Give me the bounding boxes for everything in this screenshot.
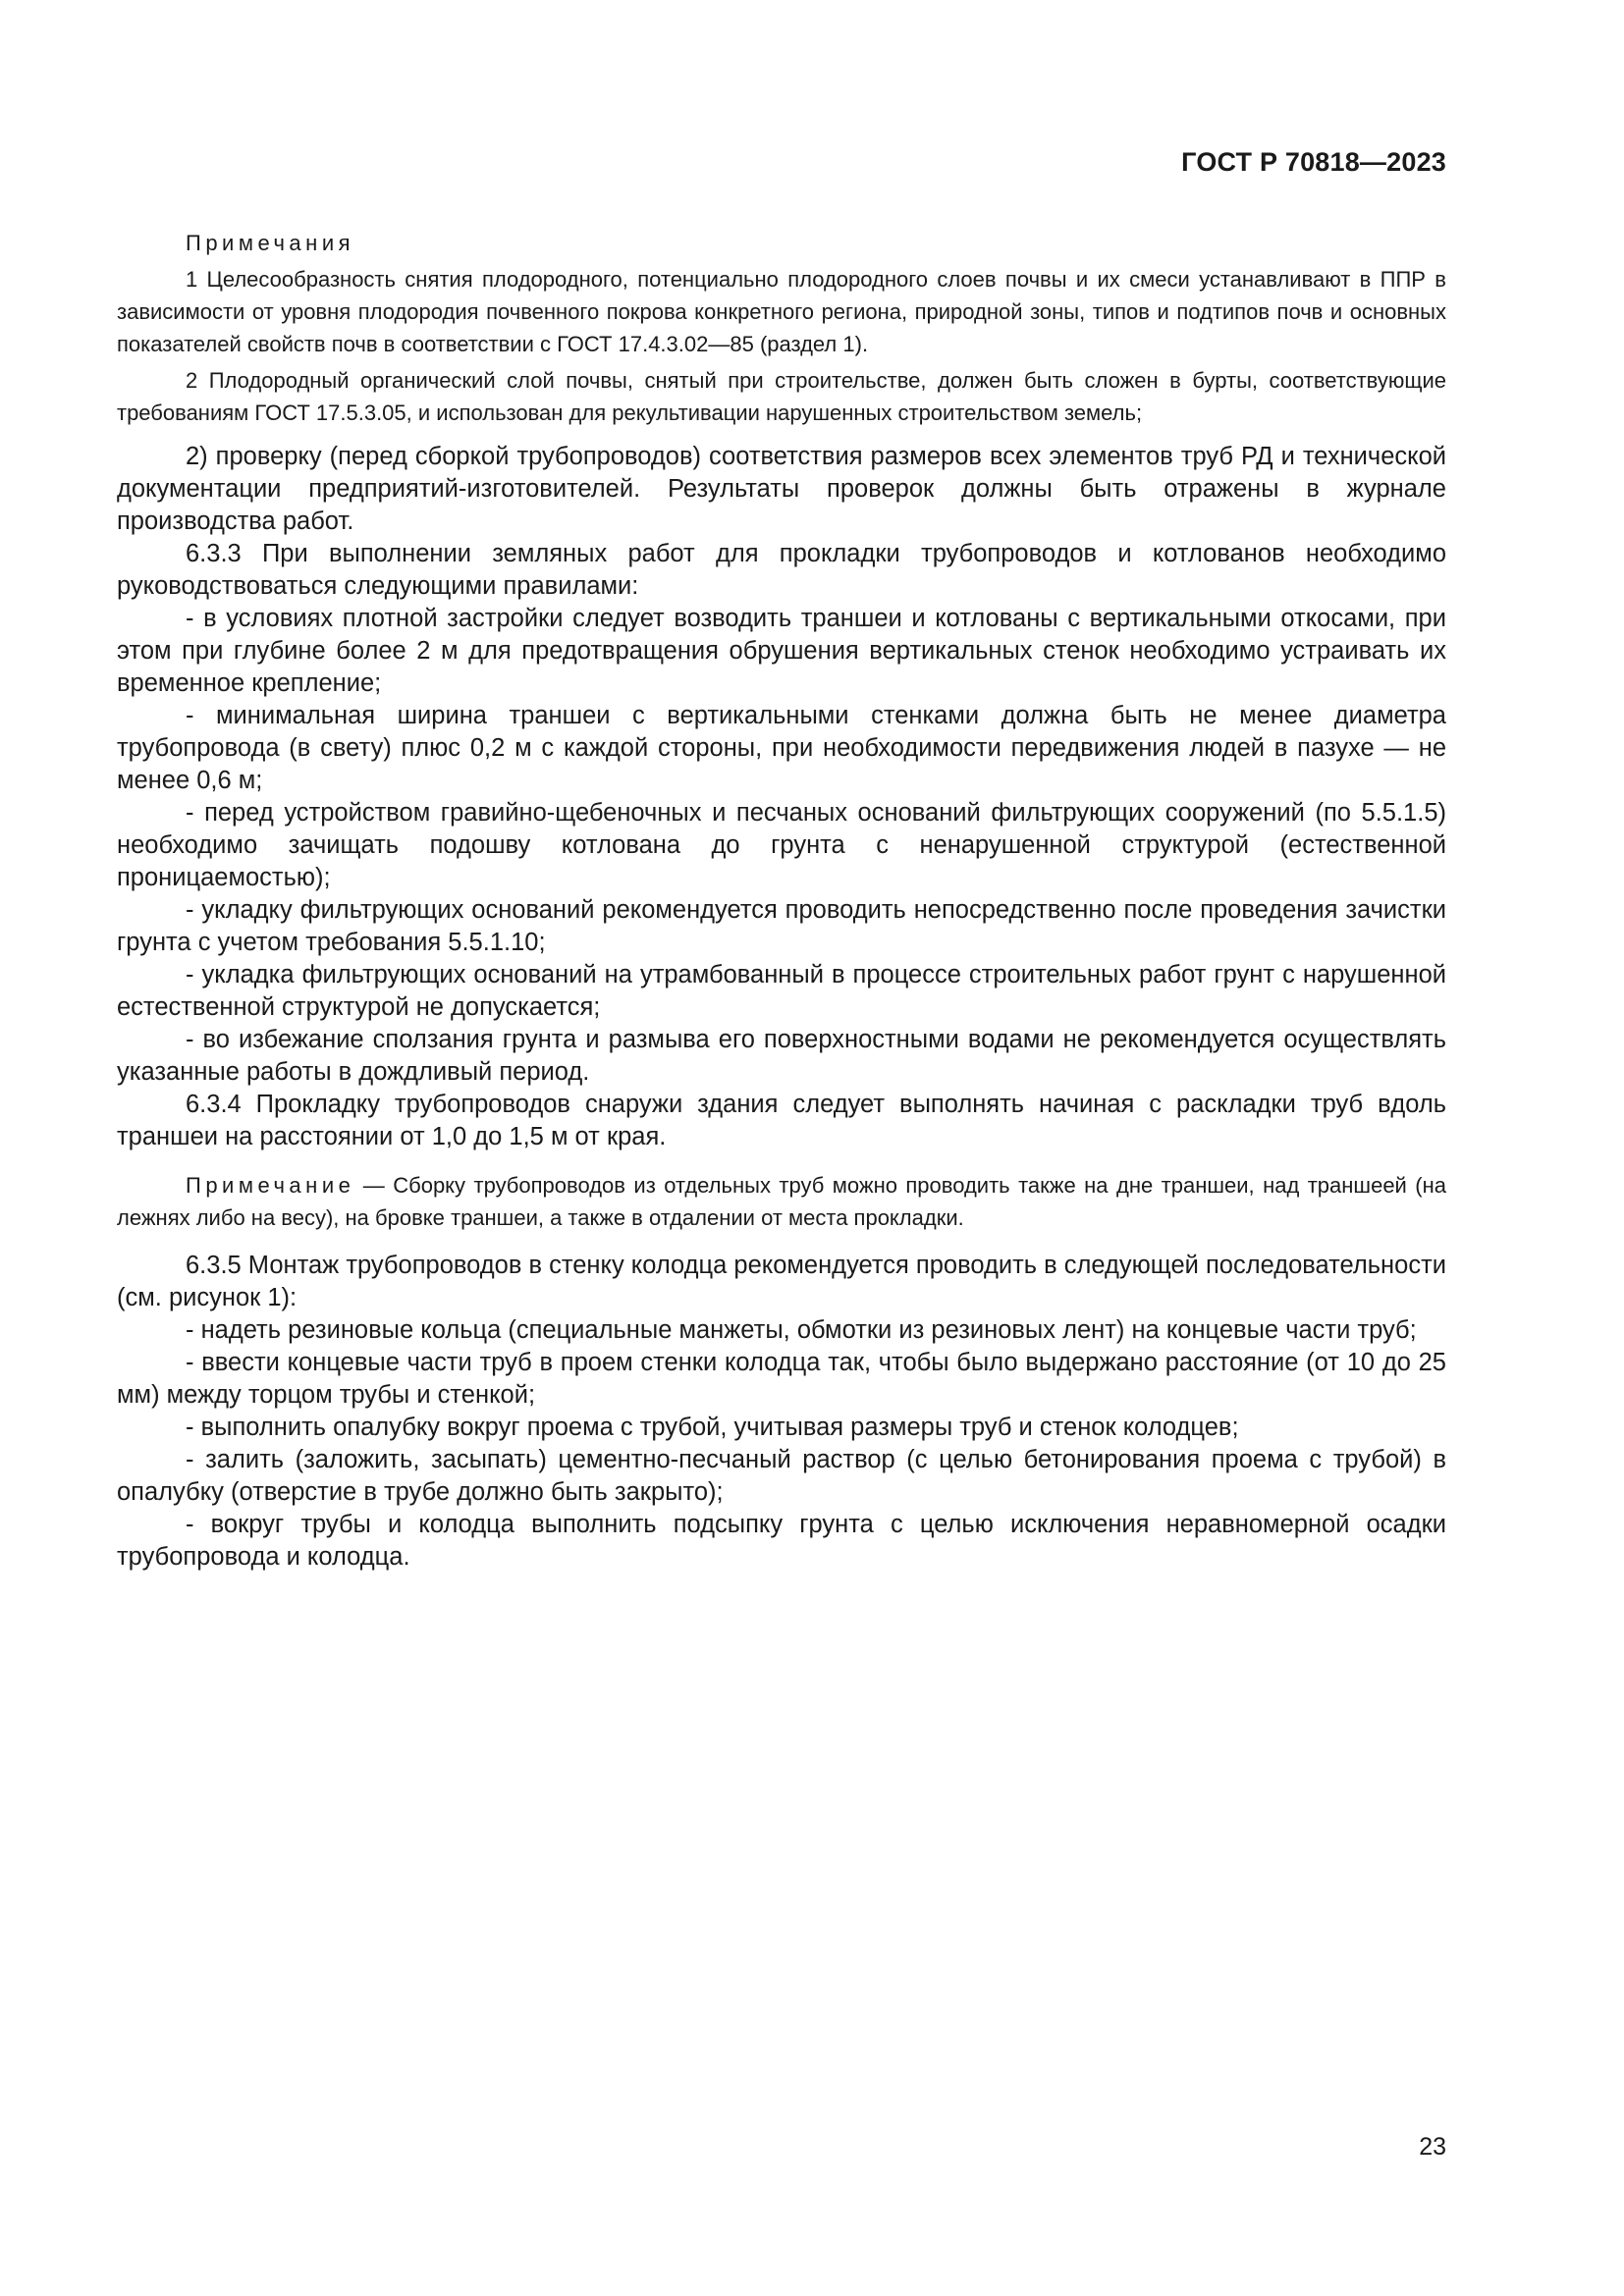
note-item-1: 1 Целесообразность снятия плодородного, потенциально плодородного слоев почвы и их смеси устанавливают в ППР в зависимости от уровня плодородия почвенного покрова конкретного региона, природной зоны, типов и подтипов почв и основных показателей свойств почв в соответствии с ГОСТ 17.4.3.02—85 (раздел 1). [117,267,1446,356]
list-item-rubber-rings: - надеть резиновые кольца (специальные манжеты, обмотки из резиновых лент) на концевые части труб; [186,1316,1417,1344]
list-item-rainy-period: - во избежание сползания грунта и размыва его поверхностными водами не рекомендуется осуществлять указанные работы в дождливый период. [117,1026,1446,1086]
list-item-formwork: - выполнить опалубку вокруг проема с трубой, учитывая размеры труб и стенок колодцев; [186,1414,1239,1441]
single-note-text: — Сборку трубопроводов из отдельных труб можно проводить также на дне траншеи, над траншеей (на лежнях либо на весу), на бровке траншеи, а также в отдалении от места прокладки. [117,1173,1446,1230]
note-item-2: 2 Плодородный органический слой почвы, снятый при строительстве, должен быть сложен в бурты, соответствующие требованиям ГОСТ 17.5.3.05, и использован для рекультивации нарушенных строительством земель; [117,368,1446,425]
single-note-label: Примечание [186,1173,355,1198]
list-item-compacted-soil: - укладка фильтрующих оснований на утрамбованный в процессе строительных работ грунт с нарушенной естественной структурой не допускается; [117,961,1446,1021]
list-item-insert-pipes: - ввести концевые части труб в проем стенки колодца так, чтобы было выдержано расстояние (от 10 до 25 мм) между торцом трубы и стенкой; [117,1349,1446,1409]
list-item-cement-mortar: - залить (заложить, засыпать) цементно-песчаный раствор (с целью бетонирования проема с трубой) в опалубку (отверстие в трубе должно быть закрыто); [117,1446,1446,1506]
document-id-header: ГОСТ Р 70818—2023 [1181,147,1446,177]
page-number: 23 [1419,2133,1446,2161]
paragraph-6-3-3: 6.3.3 При выполнении земляных работ для прокладки трубопроводов и котлованов необходимо руководствоваться следующими правилами: [117,540,1446,600]
list-item-filter-laying: - укладку фильтрующих оснований рекомендуется проводить непосредственно после проведения зачистки грунта с учетом требования 5.5.1.10; [117,896,1446,956]
list-item-base-cleaning: - перед устройством гравийно-щебеночных и песчаных оснований фильтрующих сооружений (по 5.5.1.5) необходимо зачищать подошву котлована до грунта с ненарушенной структурой (естественной проницаемостью); [117,799,1446,891]
notes-block [117,228,1446,429]
single-note [117,1169,1446,1234]
paragraph-6-3-4: 6.3.4 Прокладку трубопроводов снаружи здания следует выполнять начиная с раскладки труб вдоль траншеи на расстоянии от 1,0 до 1,5 м от края. [117,1091,1446,1150]
list-item-trench-width: - минимальная ширина траншеи с вертикальными стенками должна быть не менее диаметра трубопровода (в свету) плюс 0,2 м с каждой стороны, при необходимости передвижения людей в пазухе — не менее 0,6 м; [117,702,1446,794]
body-section-2 [117,1250,1446,1574]
notes-heading: Примечания [186,231,355,255]
page-content [117,228,1446,1574]
paragraph-item-2-check: 2) проверку (перед сборкой трубопроводов) соответствия размеров всех элементов труб РД и технической документации предприятий-изготовителей. Результаты проверок должны быть отражены в журнале производства работ. [117,443,1446,535]
list-item-dense-construction: - в условиях плотной застройки следует возводить траншеи и котлованы с вертикальными откосами, при этом при глубине более 2 м для предотвращения обрушения вертикальных стенок необходимо устраивать их временное крепление; [117,605,1446,697]
list-item-backfill: - вокруг трубы и колодца выполнить подсыпку грунта с целью исключения неравномерной осадки трубопровода и колодца. [117,1511,1446,1571]
paragraph-6-3-5: 6.3.5 Монтаж трубопроводов в стенку колодца рекомендуется проводить в следующей последовательности (см. рисунок 1): [117,1252,1446,1311]
body-section-1 [117,441,1446,1153]
